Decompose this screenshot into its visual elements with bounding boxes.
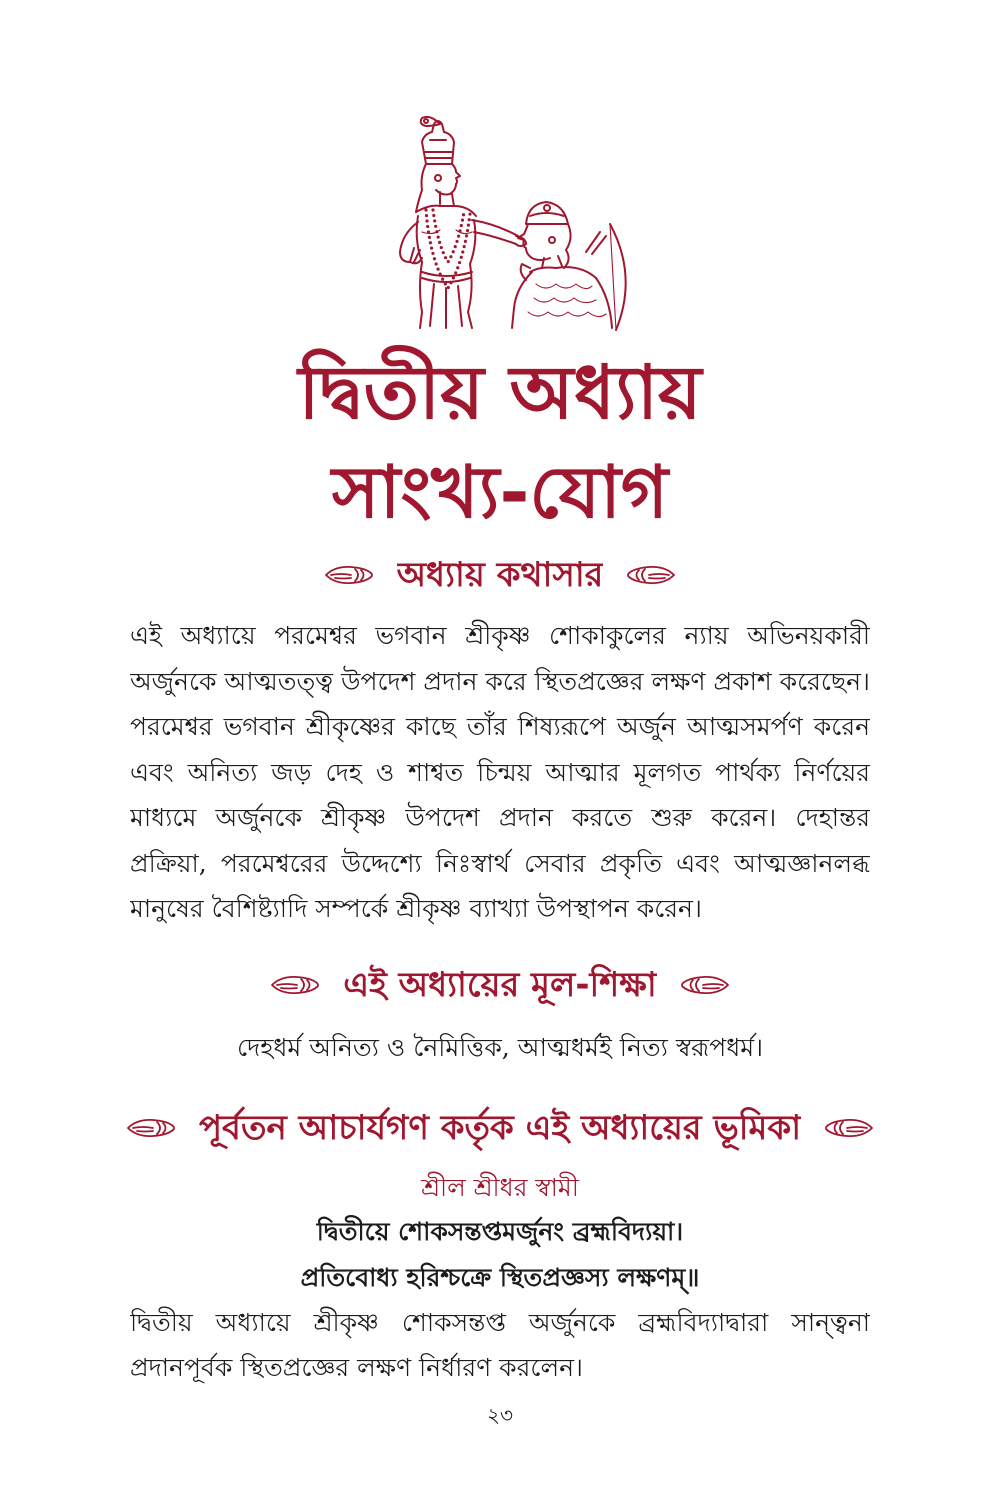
chapter-title: দ্বিতীয় অধ্যায় <box>298 350 702 436</box>
conch-shell-icon <box>823 1116 875 1140</box>
conch-shell-icon <box>625 563 677 587</box>
paragraph-line: এবং অনিত্য জড় দেহ ও শাশ্বত চিন্ময় আত্মার মূলগত পার্থক্য নির্ণয়ের <box>130 757 870 787</box>
arjuna-figure <box>512 202 626 330</box>
teaching-text: দেহধর্ম অনিত্য ও নৈমিত্তিক, আত্মধর্মই নিত্য স্বরূপধর্ম। <box>236 1033 764 1062</box>
krishna-figure <box>400 117 526 328</box>
introduction-heading <box>0 1103 1000 1153</box>
paragraph-line: অর্জুনকে আত্মতত্ত্ব উপদেশ প্রদান করে স্থিতপ্রজ্ঞের লক্ষণ প্রকাশ করেছেন। <box>130 666 870 696</box>
verse-translation <box>130 1300 870 1390</box>
summary-heading <box>0 550 1000 600</box>
paragraph-line: এই অধ্যায়ে পরমেশ্বর ভগবান শ্রীকৃষ্ণ শোকাকুলের ন্যায় অভিনয়কারী <box>130 621 870 650</box>
conch-shell-icon <box>679 973 731 997</box>
author-name: শ্রীল শ্রীধর স্বামী <box>421 1173 579 1202</box>
page-number: ২৩ <box>486 1403 513 1427</box>
teaching-heading-text: এই অধ্যায়ের মূল-শিক্ষা <box>343 965 657 1005</box>
introduction-heading-text: পূর্বতন আচার্যগণ কর্তৃক এই অধ্যায়ের ভূমিকা <box>198 1108 802 1148</box>
paragraph-line: মানুষের বৈশিষ্ট্যাদি সম্পর্কে শ্রীকৃষ্ণ ব্যাখ্যা উপস্থাপন করেন। <box>130 894 702 923</box>
paragraph-line: প্রদানপূর্বক স্থিতপ্রজ্ঞের লক্ষণ নির্ধারণ করলেন। <box>130 1353 583 1382</box>
conch-shell-icon <box>125 1116 177 1140</box>
sanskrit-verse <box>0 1209 1000 1301</box>
paragraph-line: পরমেশ্বর ভগবান শ্রীকৃষ্ণের কাছে তাঁর শিষ্যরূপে অর্জুন আত্মসমর্পণ করেন <box>130 712 870 741</box>
teaching-heading <box>0 960 1000 1010</box>
summary-paragraph <box>130 613 870 932</box>
krishna-arjuna-illustration <box>360 112 640 332</box>
conch-shell-icon <box>269 973 321 997</box>
verse-line: প্রতিবোধ্য হরিশ্চক্রে স্থিতপ্রজ্ঞস্য লক্ষণম্॥ <box>300 1263 700 1292</box>
conch-shell-icon <box>323 563 375 587</box>
chapter-subtitle: সাংখ্য-যোগ <box>331 450 669 534</box>
paragraph-line: মাধ্যমে অর্জুনকে শ্রীকৃষ্ণ উপদেশ প্রদান করতে শুরু করেন। দেহান্তর <box>130 803 870 832</box>
summary-heading-text: অধ্যায় কথাসার <box>396 555 604 595</box>
verse-line: দ্বিতীয়ে শোকসন্তপ্তমর্জুনং ব্রহ্মবিদ্যয়া। <box>316 1217 684 1246</box>
paragraph-line: প্রক্রিয়া, পরমেশ্বরের উদ্দেশ্যে নিঃস্বার্থ সেবার প্রকৃতি এবং আত্মজ্ঞানলব্ধ <box>130 848 870 878</box>
paragraph-line: দ্বিতীয় অধ্যায়ে শ্রীকৃষ্ণ শোকসন্তপ্ত অর্জুনকে ব্রহ্মবিদ্যাদ্বারা সান্ত্বনা <box>130 1308 870 1337</box>
